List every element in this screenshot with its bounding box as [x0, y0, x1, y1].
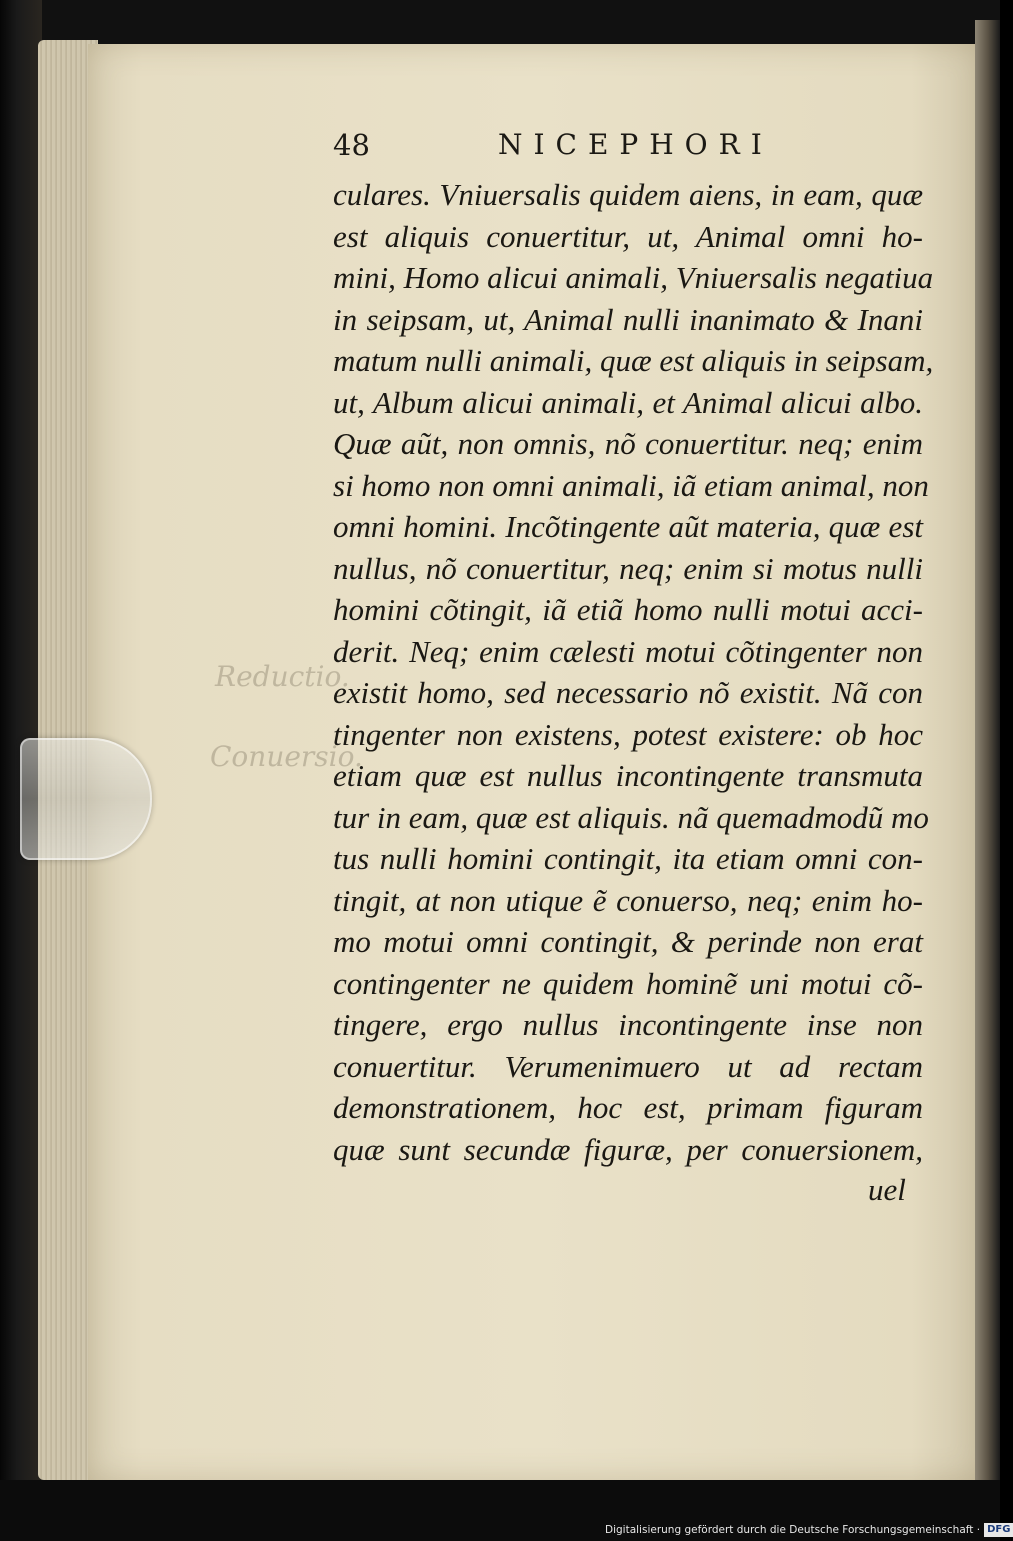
text-line: demonstrationem, hoc est, primam figuram	[333, 1090, 923, 1125]
body-text	[333, 174, 934, 1170]
text-line: in seipsam, ut, Animal nulli inanimato & Inani	[333, 301, 923, 337]
text-line: ut, Album alicui animali, et Animal alicui albo.	[333, 384, 923, 420]
text-line: est aliquis conuertitur, ut, Animal omni ho-	[333, 218, 923, 254]
text-line: conuertitur. Verumenimuero ut ad rectam	[333, 1048, 923, 1084]
text-line: matum nulli animali, quæ est aliquis in seipsam,	[333, 343, 934, 378]
catchword: uel	[868, 1172, 906, 1207]
text-line: tingenter non existens, potest existere: ob hoc	[333, 716, 923, 752]
text-line: quæ sunt secundæ figuræ, per conuersionem,	[333, 1131, 923, 1167]
dfg-logo[interactable]: DFG	[984, 1523, 1013, 1537]
text-line: mini, Homo alicui animali, Vniuersalis negatiua	[333, 260, 934, 295]
text-line: contingenter ne quidem hominẽ uni motui cõ-	[333, 965, 923, 1001]
page-number: 48	[333, 128, 370, 162]
text-line: tingere, ergo nullus incontingente inse non	[333, 1007, 923, 1042]
marginal-note-showthrough: Conuersio.	[210, 740, 363, 773]
page-header	[333, 128, 923, 164]
text-line: omni homini. Incõtingente aũt materia, quæ est	[333, 509, 923, 544]
text-line: si homo non omni animali, iã etiam animal, non	[333, 467, 929, 503]
text-line: homini cõtingit, iã etiã homo nulli motui acci-	[333, 592, 923, 627]
running-title: NICEPHORI	[498, 128, 773, 161]
text-line: nullus, nõ conuertitur, neq; enim si motus nulli	[333, 550, 923, 586]
text-line: etiam quæ est nullus incontingente transmuta	[333, 758, 923, 793]
book-cover-right	[975, 20, 1000, 1500]
text-line: derit. Neq; enim cælesti motui cõtingenter non	[333, 633, 923, 669]
footer-attribution	[605, 1522, 1013, 1538]
plastic-page-clip	[20, 738, 152, 860]
text-line: Quæ aũt, non omnis, nõ conuertitur. neq; enim	[333, 426, 923, 461]
text-line: mo motui omni contingit, & perinde non erat	[333, 924, 923, 959]
text-line: tingit, at non utique ẽ conuerso, neq; enim ho-	[333, 882, 923, 918]
funding-attribution-text: Digitalisierung gefördert durch die Deutsche Forschungsgemeinschaft ·	[605, 1524, 981, 1536]
marginal-note-showthrough: Reductio.	[215, 660, 350, 693]
text-line: tus nulli homini contingit, ita etiam omni con-	[333, 841, 923, 876]
text-line: existit homo, sed necessario nõ existit. Nã con	[333, 675, 923, 710]
text-line: tur in eam, quæ est aliquis. nã quemadmodũ mo	[333, 799, 929, 835]
text-line: culares. Vniuersalis quidem aiens, in eam, quæ	[333, 177, 923, 212]
